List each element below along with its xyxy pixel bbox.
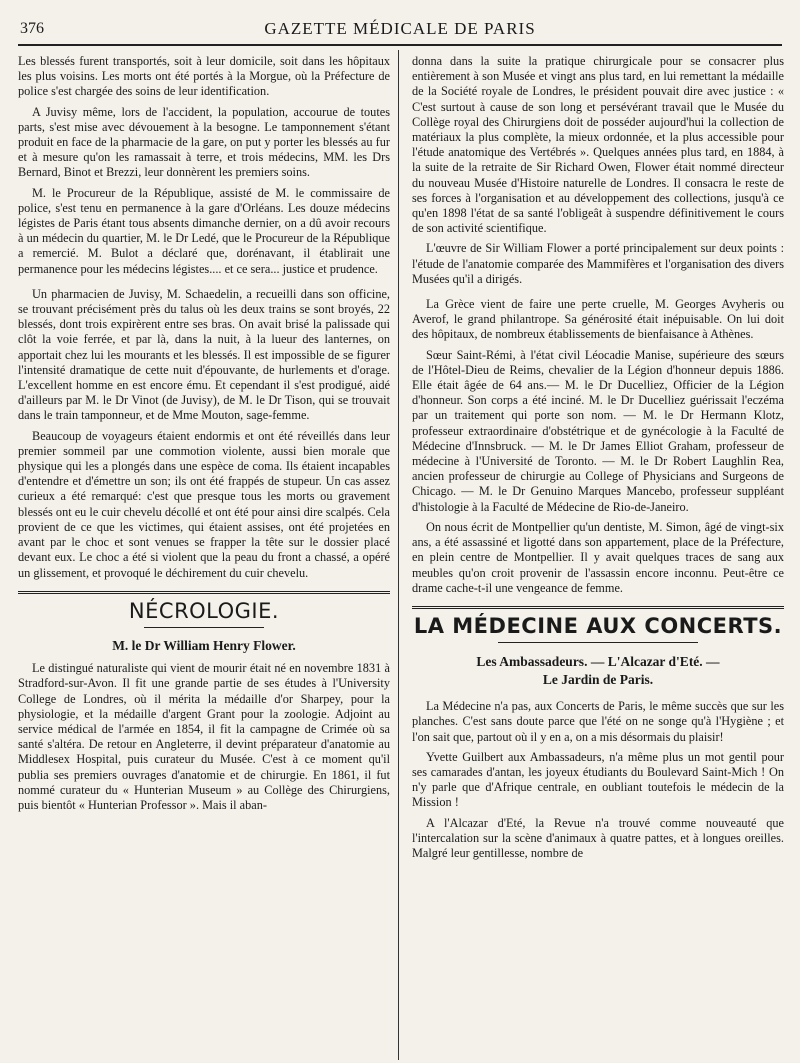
section-divider xyxy=(412,606,784,609)
concerts-subtitle xyxy=(412,653,784,689)
journal-title: GAZETTE MÉDICALE DE PARIS xyxy=(264,19,536,38)
paragraph: donna dans la suite la pratique chirurgicale pour se consacrer plus entièrement à son Musée et vingt ans plus tard, en lui remettant la médaille de la Société royale de Londres, le président pouvait dire avec justice : « C'est surtout à cause de son long et persévérant travail que le Musée du Collège royal des Chirurgiens doit de posséder aujourd'hui la collection de matériaux la plus complète, la mieux ordonnée, et la plus accessible pour l'étude anatomique des Vertébrés ». Quelques années plus tard, en 1884, à la suite de la retraite de Sir Richard Owen, Flower était nommé directeur du nouveau Musée d'Histoire naturelle de Londres. Il consacra le reste de ses forces à l'organisation et au développement des collections, jusqu'à ce qu'en 1898 l'état de sa santé l'obligeât à suspendre définitivement le cours de son activité scientifique. xyxy=(412,54,784,236)
paragraph: A Juvisy même, lors de l'accident, la population, accourue de toutes parts, s'est mise avec dévouement à la besogne. Le tamponnement s'étant produit en face de la pharmacie de la gare, on put y porter les blessés au fur et à mesure qu'on les ramassait à terre, et trois médecins, MM. les Drs Bernard, Binot et Brezzi, leur donnèrent les premiers soins. xyxy=(18,104,390,180)
necrology-title: NÉCROLOGIE. xyxy=(128,598,280,623)
title-underline xyxy=(144,627,264,628)
necrology-subtitle: M. le Dr William Henry Flower. xyxy=(112,637,296,653)
paragraph: A l'Alcazar d'Eté, la Revue n'a trouvé comme nouveauté que l'intercalation sur la scène d'animaux à quatre pattes, et à longues oreilles. Malgré leur gentillesse, nombre de xyxy=(412,815,784,860)
concerts-subtitle-line1: Les Ambassadeurs. — L'Alcazar d'Eté. — xyxy=(476,654,720,670)
page-header xyxy=(18,18,782,46)
paragraph: Sœur Saint-Rémi, à l'état civil Léocadie Manise, supérieure des sœurs de l'Hôtel-Dieu de Reims, chevalier de la Légion d'honneur depuis 1886. Elle était âgée de 64 ans.— M. le Dr Ducelliez, Officier de la Légion d'honneur. Son corps a été inciné. M. le Dr Ducelliez guérissait l'eczéma par un traitement qui porte son nom. — M. le Dr Hermann Klotz, professeur extraordinaire d'obstétrique et de gynécologie à la Faculté de Médecine d'Innsbruck. — M. le Dr James Elliot Graham, professeur de médecine à l'Université de Toronto. — M. le Dr Robert Laughlin Rea, ancien professeur de chirurgie au College of Physicians and Surgeons de Chicago. — M. le Dr Genuino Marques Mancebo, professeur suppléant d'histologie à la Faculté de Médecine de Rio-de-Janeiro. xyxy=(412,347,784,514)
left-column xyxy=(18,54,390,818)
concerts-subtitle-line2: Le Jardin de Paris. xyxy=(542,672,654,688)
section-divider xyxy=(18,591,390,594)
paragraph: La Médecine n'a pas, aux Concerts de Paris, le même succès que sur les planches. C'est sans doute parce que l'été on ne songe qu'à l'Hygiène ; et l'on sait que, partout où il y en a, on a mis désormais du plaisir! xyxy=(412,699,784,744)
paragraph: Les blessés furent transportés, soit à leur domicile, soit dans les hôpitaux les plus voisins. Les morts ont été portés à la Morgue, où la Préfecture de police s'est chargée des soins de leur identification. xyxy=(18,54,390,99)
page-number: 376 xyxy=(20,20,44,37)
paragraph: Beaucoup de voyageurs étaient endormis et ont été réveillés dans leur premier sommeil par une commotion violente, aussi bien morale que physique qui les a plongés dans une espèce de coma. Ils étaient incapables d'entendre et d'émettre un son; ils ont été frappés de stupeur. Un cas assez curieux a été remarqué: c'est que presque tous les morts ou gravement blessés ont eu le cuir chevelu décollé et ont été pour ainsi dire scalpés. Cela provient de ce que les victimes, qui étaient assises, ont été projetées en avant par le choc et sont venues se frapper la tête sur le dossier placé devant eux. Le choc a été si violent que la peau du front a chassé, a opéré un glissement, et provoqué le déchirement du cuir chevelu. xyxy=(18,428,390,580)
right-column xyxy=(412,54,784,866)
paragraph: Yvette Guilbert aux Ambassadeurs, n'a même plus un mot gentil pour ses camarades d'antan, les joyeux étudiants du Boulevard Saint-Mich ! On n'y parle que d'Afrique centrale, en oubliant toutefois le médecin de la Mission ! xyxy=(412,749,784,810)
paragraph: On nous écrit de Montpellier qu'un dentiste, M. Simon, âgé de vingt-six ans, a été assassiné et ligotté dans son appartement, place de la Préfecture, en plein centre de Montpellier. Il y avait quelques traces de sang aux meubles qu'on croit provenir de l'assassin encore inconnu. Peut-être ce drame cache-t-il une vengeance de femme. xyxy=(412,519,784,595)
column-divider xyxy=(398,50,399,1060)
paragraph: L'œuvre de Sir William Flower a porté principalement sur deux points : l'étude de l'anatomie comparée des Mammifères et l'organisation des divers Musées qu'il a dirigés. xyxy=(412,241,784,286)
concerts-title: LA MÉDECINE AUX CONCERTS. xyxy=(413,613,783,638)
paragraph: M. le Procureur de la République, assisté de M. le commissaire de police, s'est tenu en permanence à la gare d'Orléans. Les douze médecins légistes de Paris étant tous absents dimanche dernier, on a dû avoir recours à un médecin du quartier, M. le Dr Ledé, que le Procureur de la République a remercié. M. Bulot a déclaré que, dorénavant, il établirait une permanence pour les médecins légistes.... et ce sera... justice et prudence. xyxy=(18,185,390,276)
title-underline xyxy=(498,642,698,643)
paragraph: Le distingué naturaliste qui vient de mourir était né en novembre 1831 à Stradford-sur-Avon. Il fit une grande partie de ses études à l'University College de Londres, où il mérita la médaille d'or Sharpey, pour la physiologie, et la médaille d'argent Grant pour la zoologie. Adjoint au service médical de l'armée en 1854, il fit la campagne de Crimée où sa santé s'altéra. De retour en Angleterre, il devint préparateur d'anatomie au Middlesex Hospital, puis curateur du Musée. C'est à ce moment qu'il publia ses premiers ouvrages d'anatomie et de chirurgie. En 1861, il fut nommé curateur du « Hunterian Museum » au Collège des Chirurgiens, puis bientôt « Hunterian Professor ». Mais il aban- xyxy=(18,661,390,812)
paragraph: Un pharmacien de Juvisy, M. Schaedelin, a recueilli dans son officine, se trouvant précisément près du talus où les deux trains se sont broyés, 22 blessés, dont trois expirèrent entre ses bras. On avait brisé la palissade qui clôt la voie ferrée, et par là, dans la nuit, à la lueur des lanternes, on apportait chez lui les mourants et les blessés. Il est impossible de se figurer l'intensité dramatique de cette nuit d'épouvante, de hurlements et d'orage. L'excellent homme en est encore ému. Et cependant il s'est prodigué, aidé d'ailleurs par M. le Dr Vinot (de Juvisy), de M. le Dr Tison, qui se trouvait dans le train tamponneur, et de Mme Mouton, sage-femme. xyxy=(18,286,390,423)
paragraph: La Grèce vient de faire une perte cruelle, M. Georges Avyheris ou Averof, le grand philantrope. Sa générosité était inépuisable. On lui doit des hôpitaux, de nombreux établissements de bienfaisance à Athènes. xyxy=(412,297,784,342)
